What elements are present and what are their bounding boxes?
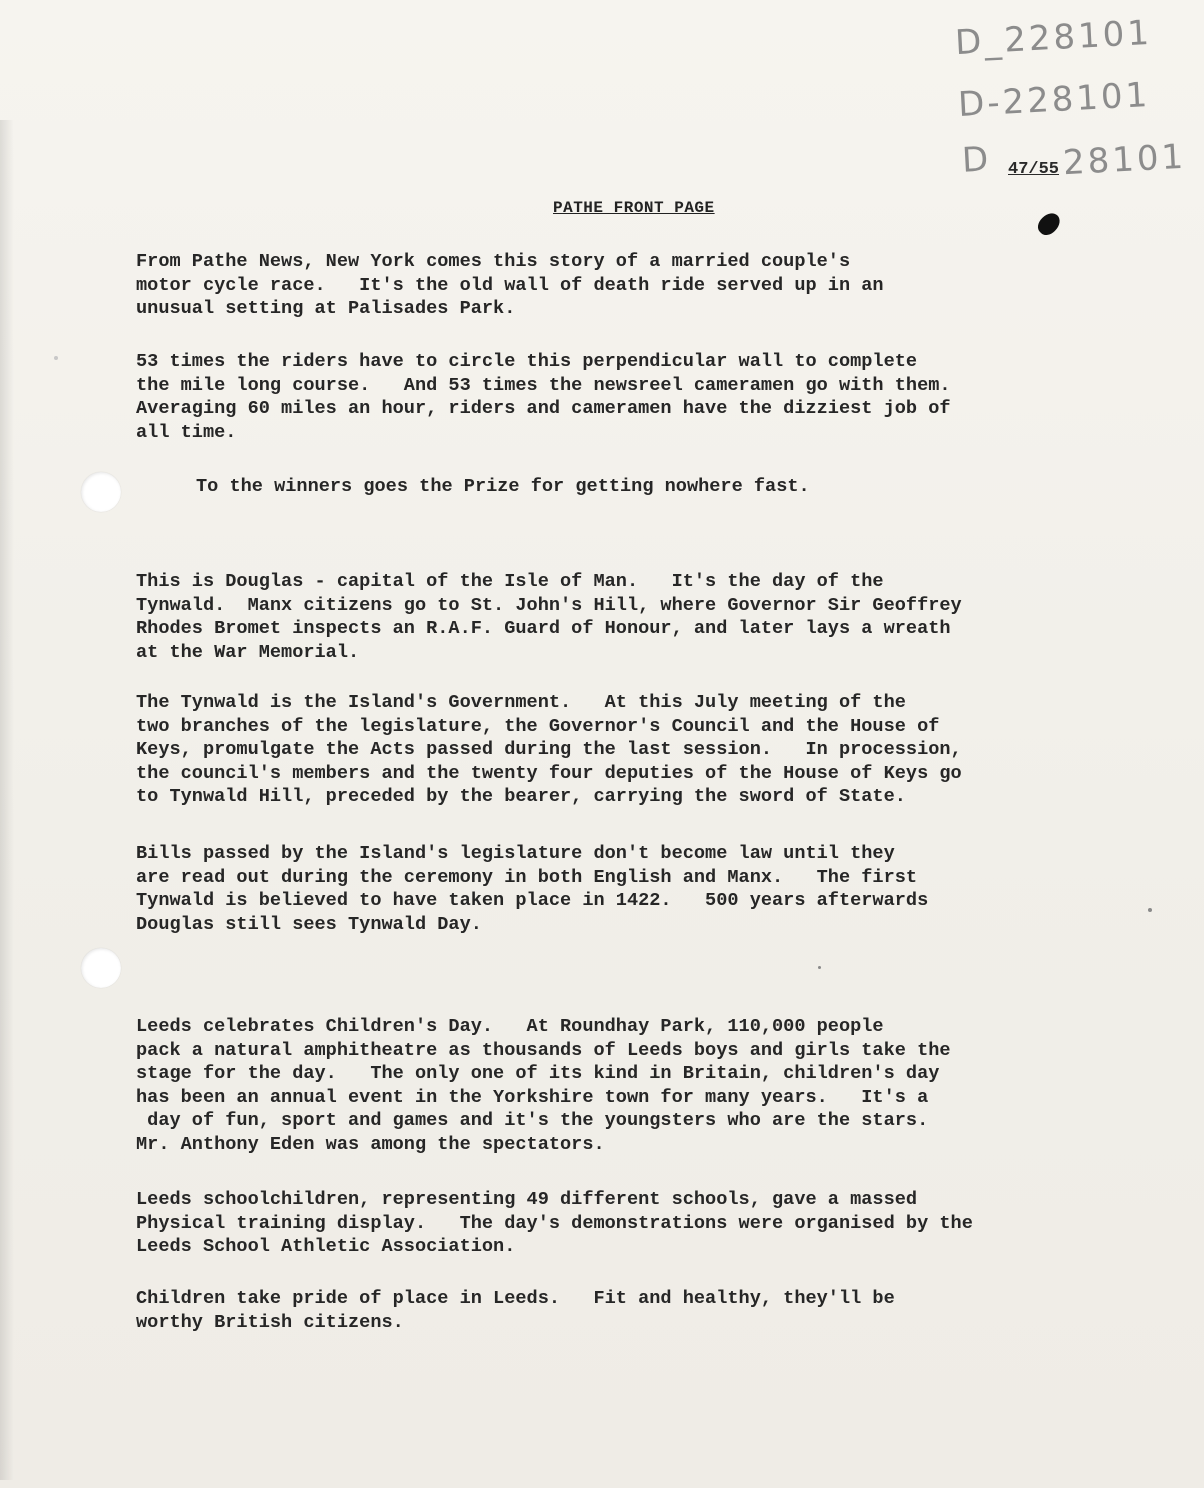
paragraph-tynwald-government: The Tynwald is the Island's Government. At this July meeting of the two branches of the legislature, the Governor's Council and the House of Keys, promulgate the Acts passed during the last session. In procession, the council's members and the twenty four deputies of the House of Keys go to Tynwald Hill, preceded by the bearer, carrying the sword of State. <box>136 692 962 807</box>
paper-speck <box>54 356 58 360</box>
paragraph-bills: Bills passed by the Island's legislature don't become law until they are read out during the ceremony in both English and Manx. The first Tynwald is believed to have taken place in 1422. 500 years afterwards Douglas still sees Tynwald Day. <box>136 843 929 935</box>
paragraph-children-pride: Children take pride of place in Leeds. Fit and healthy, they'll be worthy British citizens. <box>136 1288 895 1333</box>
reference-number: 47/55 <box>1008 160 1060 179</box>
paper-speck <box>818 966 821 969</box>
page-edge-shadow <box>0 120 14 1480</box>
paragraph-motorcycle-race: From Pathe News, New York comes this story of a married couple's motor cycle race. It's the old wall of death ride served up in an unusual setting at Palisades Park. <box>136 251 884 319</box>
punch-hole-top <box>81 472 121 512</box>
handwritten-ref-3-prefix: D <box>960 139 993 181</box>
paper-speck <box>1148 908 1152 912</box>
handwritten-ref-3-suffix: 28101 <box>1062 136 1188 184</box>
handwritten-ref-2: D-228101 <box>957 74 1152 126</box>
ink-blot-mark <box>1034 209 1064 239</box>
punch-hole-bottom <box>81 948 121 988</box>
paragraph-douglas: This is Douglas - capital of the Isle of Man. It's the day of the Tynwald. Manx citizens go to St. John's Hill, where Governor Sir Geoffrey Rhodes Bromet inspects an R.A.F. Guard of Honour, and later lays a wreath at the War Memorial. <box>136 571 962 663</box>
paragraph-leeds-childrens-day: Leeds celebrates Children's Day. At Roundhay Park, 110,000 people pack a natural amphitheatre as thousands of Leeds boys and girls take the stage for the day. The only one of its kind in Britain, children's day has been an annual event in the Yorkshire town for many years. It's a day of fun, sport and games and it's the youngsters who are the stars. Mr. Anthony Eden was among the spectators. <box>136 1016 951 1155</box>
paragraph-wall-of-death: 53 times the riders have to circle this perpendicular wall to complete the mile long course. And 53 times the newsreel cameramen go with them. Averaging 60 miles an hour, riders and cameramen have the dizziest job of all time. <box>136 351 951 443</box>
paragraph-leeds-schoolchildren: Leeds schoolchildren, representing 49 different schools, gave a massed Physical training display. The day's demonstrations were organised by the Leeds School Athletic Association. <box>136 1189 973 1257</box>
handwritten-ref-1: D_228101 <box>954 12 1153 64</box>
paragraph-prize: To the winners goes the Prize for getting nowhere fast. <box>196 476 810 497</box>
document-title: PATHE FRONT PAGE <box>553 199 715 217</box>
